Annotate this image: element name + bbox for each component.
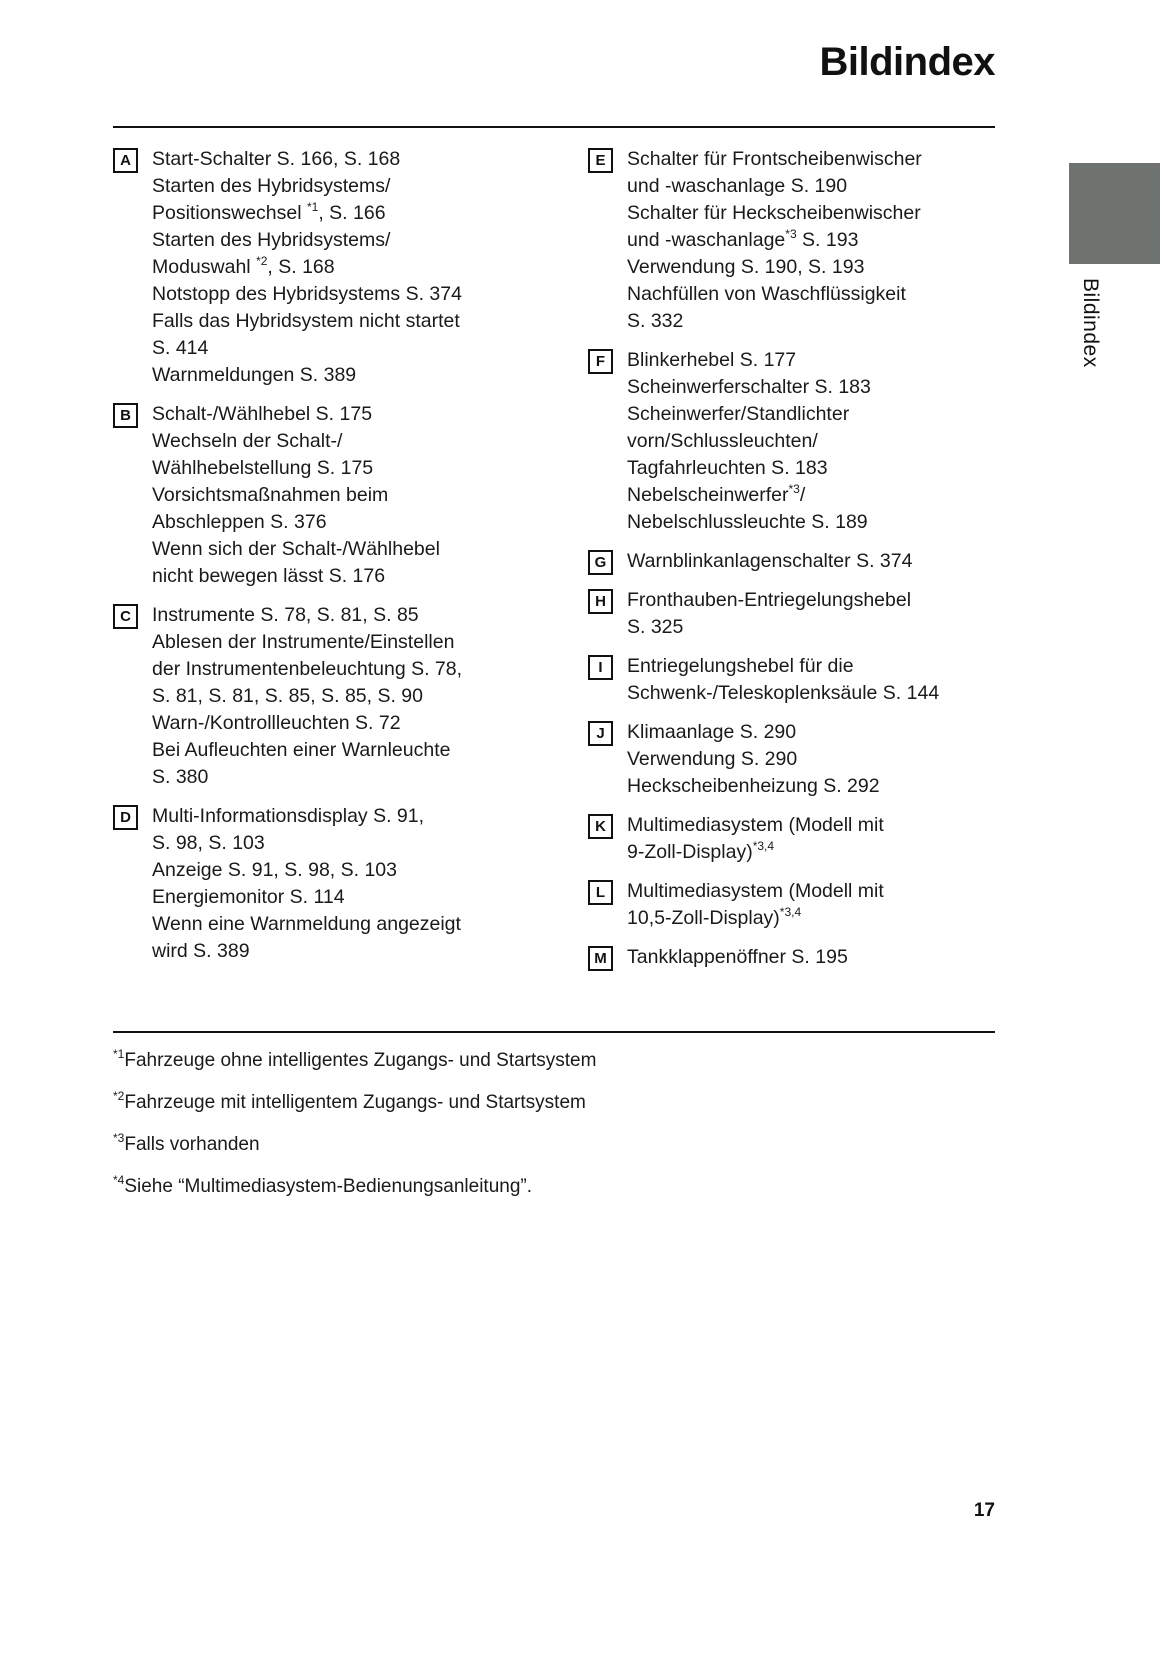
item-letter-badge: G — [588, 550, 613, 575]
item-text-line: Verwendung S. 290 — [627, 748, 798, 770]
index-item-j — [588, 719, 998, 800]
item-text-line: Multi-Informationsdisplay S. 91, — [152, 805, 425, 827]
item-text-line: Warnmeldungen S. 389 — [152, 364, 357, 386]
item-text-line: Heckscheibenheizung S. 292 — [627, 775, 880, 797]
item-text-line: S. 325 — [627, 616, 684, 638]
page-number: 17 — [973, 1500, 995, 1521]
item-text — [627, 548, 998, 575]
index-item-f — [588, 347, 998, 536]
item-text-line: Entriegelungshebel für die — [627, 655, 854, 677]
index-item-k — [588, 812, 998, 866]
footnote: $^{*3}$Falls vorhanden — [113, 1130, 260, 1155]
item-letter-badge: K — [588, 814, 613, 839]
item-text-line: Wenn sich der Schalt-/Wählhebel — [152, 538, 440, 560]
item-text-line: Energiemonitor S. 114 — [152, 886, 345, 908]
item-text-line: Fronthauben-Entriegelungshebel — [627, 589, 912, 611]
index-item-a — [113, 146, 591, 389]
item-text-line: Vorsichtsmaßnahmen beim — [152, 484, 389, 506]
item-text-line: Warn-/Kontrollleuchten S. 72 — [152, 712, 401, 734]
footnote-divider — [113, 1031, 995, 1033]
item-text — [152, 803, 591, 965]
item-letter-badge: A — [113, 148, 138, 173]
item-text-line: Scheinwerfer/Standlichter — [627, 403, 850, 425]
item-text-line: S. 332 — [627, 310, 684, 332]
item-text-line: Positionswechsel $^{*1}$, S. 166 — [152, 199, 386, 224]
item-text-line: S. 414 — [152, 337, 209, 359]
item-text — [627, 146, 998, 335]
footnotes — [113, 1047, 995, 1215]
item-text-line: Ablesen der Instrumente/Einstellen — [152, 631, 455, 653]
item-text-line: Nachfüllen von Waschflüssigkeit — [627, 283, 906, 305]
item-text-line: Tankklappenöffner S. 195 — [627, 946, 848, 968]
page-title: Bildindex — [819, 40, 995, 84]
index-item-e — [588, 146, 998, 335]
item-text — [627, 653, 998, 707]
superscript-note-ref: *4 — [113, 1172, 125, 1187]
item-text-line: und -waschanlage S. 190 — [627, 175, 848, 197]
item-text-line: 9-Zoll-Display)$^{*3,4}$ — [627, 838, 775, 863]
index-item-b — [113, 401, 591, 590]
index-item-l — [588, 878, 998, 932]
item-text-line: Bei Aufleuchten einer Warnleuchte — [152, 739, 451, 761]
item-text-line: Moduswahl $^{*2}$, S. 168 — [152, 253, 335, 278]
item-text-line: Schalt-/Wählhebel S. 175 — [152, 403, 373, 425]
item-text — [152, 602, 591, 791]
header-divider — [113, 126, 995, 128]
item-text — [627, 587, 998, 641]
item-text — [152, 401, 591, 590]
item-text-line: nicht bewegen lässt S. 176 — [152, 565, 386, 587]
superscript-note-ref: *3,4 — [779, 904, 802, 919]
item-text-line: Anzeige S. 91, S. 98, S. 103 — [152, 859, 397, 881]
superscript-note-ref: *2 — [113, 1088, 125, 1103]
item-text-line: Start-Schalter S. 166, S. 168 — [152, 148, 401, 170]
item-text-line: Warnblinkanlagenschalter S. 374 — [627, 550, 913, 572]
item-text — [627, 878, 998, 932]
item-letter-badge: M — [588, 946, 613, 971]
superscript-note-ref: *3 — [113, 1130, 125, 1145]
item-text-line: und -waschanlage$^{*3}$ S. 193 — [627, 226, 859, 251]
chapter-tab-label: Bildindex — [1079, 278, 1102, 368]
item-text-line: Falls das Hybridsystem nicht startet — [152, 310, 460, 332]
item-text — [627, 812, 998, 866]
item-text-line: vorn/Schlussleuchten/ — [627, 430, 818, 452]
item-text — [627, 719, 998, 800]
index-item-h — [588, 587, 998, 641]
item-text-line: Instrumente S. 78, S. 81, S. 85 — [152, 604, 419, 626]
item-text-line: Verwendung S. 190, S. 193 — [627, 256, 865, 278]
index-item-m — [588, 944, 998, 971]
item-text-line: Wählhebelstellung S. 175 — [152, 457, 374, 479]
item-letter-badge: L — [588, 880, 613, 905]
superscript-note-ref: *3 — [785, 226, 797, 241]
item-text-line: Tagfahrleuchten S. 183 — [627, 457, 828, 479]
item-text-line: Notstopp des Hybridsystems S. 374 — [152, 283, 462, 305]
item-letter-badge: I — [588, 655, 613, 680]
item-text-line: Multimediasystem (Modell mit — [627, 814, 884, 836]
superscript-note-ref: *1 — [113, 1046, 125, 1061]
item-text-line: Wechseln der Schalt-/ — [152, 430, 343, 452]
item-text-line: Nebelschlussleuchte S. 189 — [627, 511, 868, 533]
item-text-line: der Instrumentenbeleuchtung S. 78, — [152, 658, 463, 680]
item-text — [627, 944, 998, 971]
item-letter-badge: B — [113, 403, 138, 428]
index-column-right — [588, 146, 998, 983]
index-item-g — [588, 548, 998, 575]
item-text-line: Schwenk-/Teleskoplenksäule S. 144 — [627, 682, 940, 704]
chapter-tab-marker — [1069, 163, 1160, 264]
item-letter-badge: E — [588, 148, 613, 173]
item-letter-badge: H — [588, 589, 613, 614]
item-text-line: Klimaanlage S. 290 — [627, 721, 797, 743]
item-text-line: Scheinwerferschalter S. 183 — [627, 376, 871, 398]
item-letter-badge: F — [588, 349, 613, 374]
index-item-d — [113, 803, 591, 965]
item-text-line: Abschleppen S. 376 — [152, 511, 327, 533]
item-letter-badge: J — [588, 721, 613, 746]
item-letter-badge: C — [113, 604, 138, 629]
item-letter-badge: D — [113, 805, 138, 830]
item-text-line: S. 380 — [152, 766, 209, 788]
index-column-left — [113, 146, 591, 977]
index-item-i — [588, 653, 998, 707]
item-text-line: Starten des Hybridsystems/ — [152, 175, 391, 197]
superscript-note-ref: *2 — [256, 253, 268, 268]
footnote: $^{*4}$Siehe “Multimediasystem-Bedienungsanleitung”. — [113, 1172, 532, 1197]
item-text-line: Schalter für Heckscheibenwischer — [627, 202, 921, 224]
item-text-line: Starten des Hybridsystems/ — [152, 229, 391, 251]
item-text — [152, 146, 591, 389]
superscript-note-ref: *1 — [307, 199, 319, 214]
item-text-line: Schalter für Frontscheibenwischer — [627, 148, 922, 170]
item-text-line: wird S. 389 — [152, 940, 250, 962]
item-text-line: Nebelscheinwerfer$^{*3}$/ — [627, 481, 806, 506]
item-text-line: 10,5-Zoll-Display)$^{*3,4}$ — [627, 904, 802, 929]
item-text-line: S. 98, S. 103 — [152, 832, 265, 854]
superscript-note-ref: *3,4 — [752, 838, 775, 853]
index-item-c — [113, 602, 591, 791]
item-text-line: S. 81, S. 81, S. 85, S. 85, S. 90 — [152, 685, 424, 707]
footnote: $^{*1}$Fahrzeuge ohne intelligentes Zugangs- und Startsystem — [113, 1046, 597, 1071]
item-text — [627, 347, 998, 536]
item-text-line: Blinkerhebel S. 177 — [627, 349, 797, 371]
item-text-line: Wenn eine Warnmeldung angezeigt — [152, 913, 461, 935]
superscript-note-ref: *3 — [788, 481, 800, 496]
footnote: $^{*2}$Fahrzeuge mit intelligentem Zugangs- und Startsystem — [113, 1088, 586, 1113]
item-text-line: Multimediasystem (Modell mit — [627, 880, 884, 902]
